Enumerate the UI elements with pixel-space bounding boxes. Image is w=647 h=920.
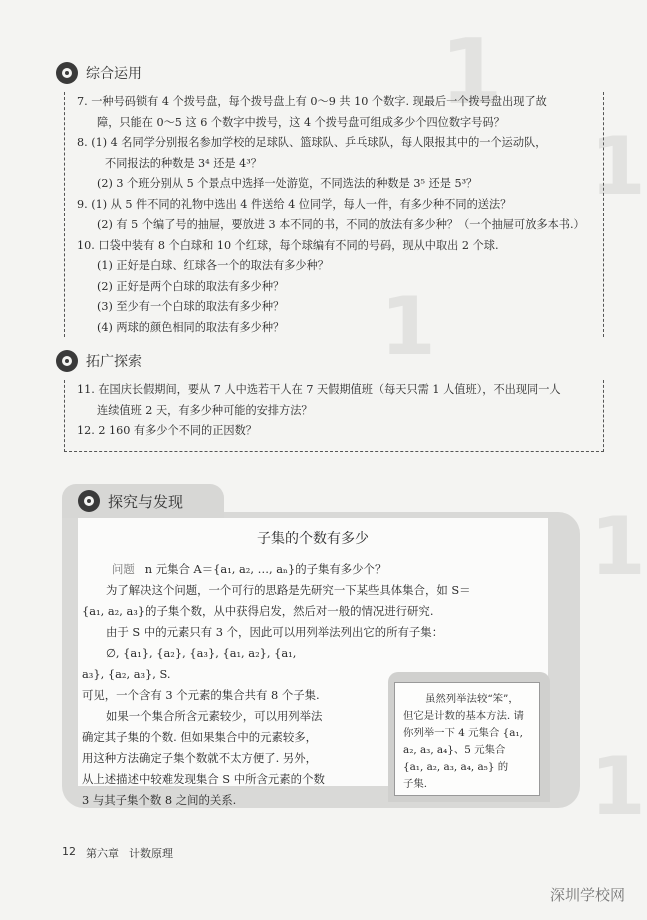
question-line: (3) 至少有一个白球的取法有多少种？ [97, 300, 285, 313]
question-line: 11. 在国庆长假期间，要从 7 人中选若干人在 7 天假期值班（每天只需 1 人值班），不出现同一人 [77, 383, 561, 396]
section-title: 拓广探索 [86, 354, 142, 370]
section-header-comprehensive [56, 62, 142, 84]
explore-title: 子集的个数有多少 [257, 531, 369, 547]
paragraph-line: 用这种方法确定子集个数就不太方便了. 另外， [82, 751, 318, 765]
note-line: a₂, a₃, a₄}、5 元集合 [403, 744, 506, 756]
problem-label: 问题 [112, 562, 135, 576]
problem-statement [112, 559, 386, 580]
exercise-box-extension [64, 380, 604, 452]
background-watermark: 1 [590, 120, 646, 213]
explore-tab [62, 484, 224, 518]
question-line: 障，只能在 0～5 这 6 个数字中拨号，这 4 个拨号盘可组成多少个四位数字号码？ [97, 115, 505, 129]
question-line: 10. 口袋中装有 8 个白球和 10 个红球，每个球编有不同的号码，现从中取出 2 个球. [77, 238, 499, 252]
question-line: 12. 2 160 有多少个不同的正因数？ [77, 424, 257, 437]
explore-tab-label: 探究与发现 [108, 492, 184, 511]
question-line: 8. (1) 4 名同学分别报名参加学校的足球队、篮球队、乒乓球队，每人限报其中的一个运动队， [77, 136, 547, 149]
section-title: 综合运用 [86, 66, 142, 82]
note-line: 你列举一下 4 元集合 {a₁, [403, 727, 523, 739]
chapter-title: 计数原理 [129, 847, 173, 860]
paragraph-line: 确定其子集的个数. 但如果集合中的元素较多， [82, 730, 318, 744]
note-line: 虽然列举法较“笨”， [425, 693, 519, 705]
note-line: {a₁, a₂, a₃, a₄, a₅} 的 [403, 761, 509, 773]
chapter-label: 第六章 [86, 847, 119, 860]
paragraph-line: 从上述描述中较难发现集合 S 中所含元素的个数 [82, 772, 325, 786]
paragraph-line: a₃}, {a₂, a₃}, S. [82, 667, 171, 681]
question-line: (4) 两球的颜色相同的取法有多少种？ [97, 320, 285, 334]
question-line: (2) 有 5 个编了号的抽屉，要放进 3 本不同的书，不同的放法有多少种？（一个抽屉可放多本书.） [97, 218, 585, 231]
question-line: (2) 3 个班分别从 5 个景点中选择一处游览，不同选法的种数是 3⁵ 还是 5³？ [97, 177, 478, 190]
background-watermark: 1 [590, 740, 646, 833]
paragraph-line: 3 与其子集个数 8 之间的关系. [82, 793, 237, 807]
side-note [394, 682, 540, 796]
question-line: 不同报法的种数是 3⁴ 还是 4³？ [105, 156, 262, 170]
page-number: 12 [62, 845, 76, 858]
question-line: 9. (1) 从 5 件不同的礼物中选出 4 件送给 4 位同学，每人一件，有多少种不同的送法？ [77, 197, 512, 211]
site-watermark: 深圳学校网 [549, 886, 625, 904]
problem-text: n 元集合 A＝{a₁, a₂, …, aₙ}的子集有多少个？ [144, 562, 387, 576]
question-line: (1) 正好是白球、红球各一个的取法有多少种？ [97, 259, 329, 272]
exercise-box-comprehensive [64, 92, 604, 337]
paragraph-line: 可见，一个含有 3 个元素的集合共有 8 个子集. [82, 688, 320, 702]
paragraph-line: 由于 S 中的元素只有 3 个，因此可以用列举法列出它的所有子集： [106, 625, 444, 639]
swirl-icon [78, 490, 100, 512]
paragraph-line: 为了解决这个问题，一个可行的思路是先研究一下某些具体集合，如 S＝ [106, 583, 471, 597]
background-watermark: 1 [440, 20, 503, 125]
note-line: 子集. [403, 778, 428, 790]
paragraph-line: 如果一个集合所含元素较少，可以用列举法 [106, 709, 323, 723]
paragraph-line: {a₁, a₂, a₃}的子集个数，从中获得启发，然后对一般的情况进行研究. [82, 604, 434, 618]
background-watermark: 1 [590, 500, 646, 593]
target-icon [56, 62, 78, 84]
question-line: 连续值班 2 天，有多少种可能的安排方法？ [97, 403, 313, 417]
question-line: (2) 正好是两个白球的取法有多少种？ [97, 279, 285, 293]
note-line: 但它是计数的基本方法. 请 [403, 710, 524, 722]
background-watermark: 1 [380, 280, 436, 373]
paragraph-line: ∅, {a₁}, {a₂}, {a₃}, {a₁, a₂}, {a₁, [106, 646, 297, 660]
spiral-icon [56, 350, 78, 372]
question-line: 7. 一种号码锁有 4 个拨号盘，每个拨号盘上有 0～9 共 10 个数字. 现最后一个拨号盘出现了故 [77, 95, 547, 108]
section-header-extension [56, 350, 142, 372]
page-footer [62, 845, 173, 861]
